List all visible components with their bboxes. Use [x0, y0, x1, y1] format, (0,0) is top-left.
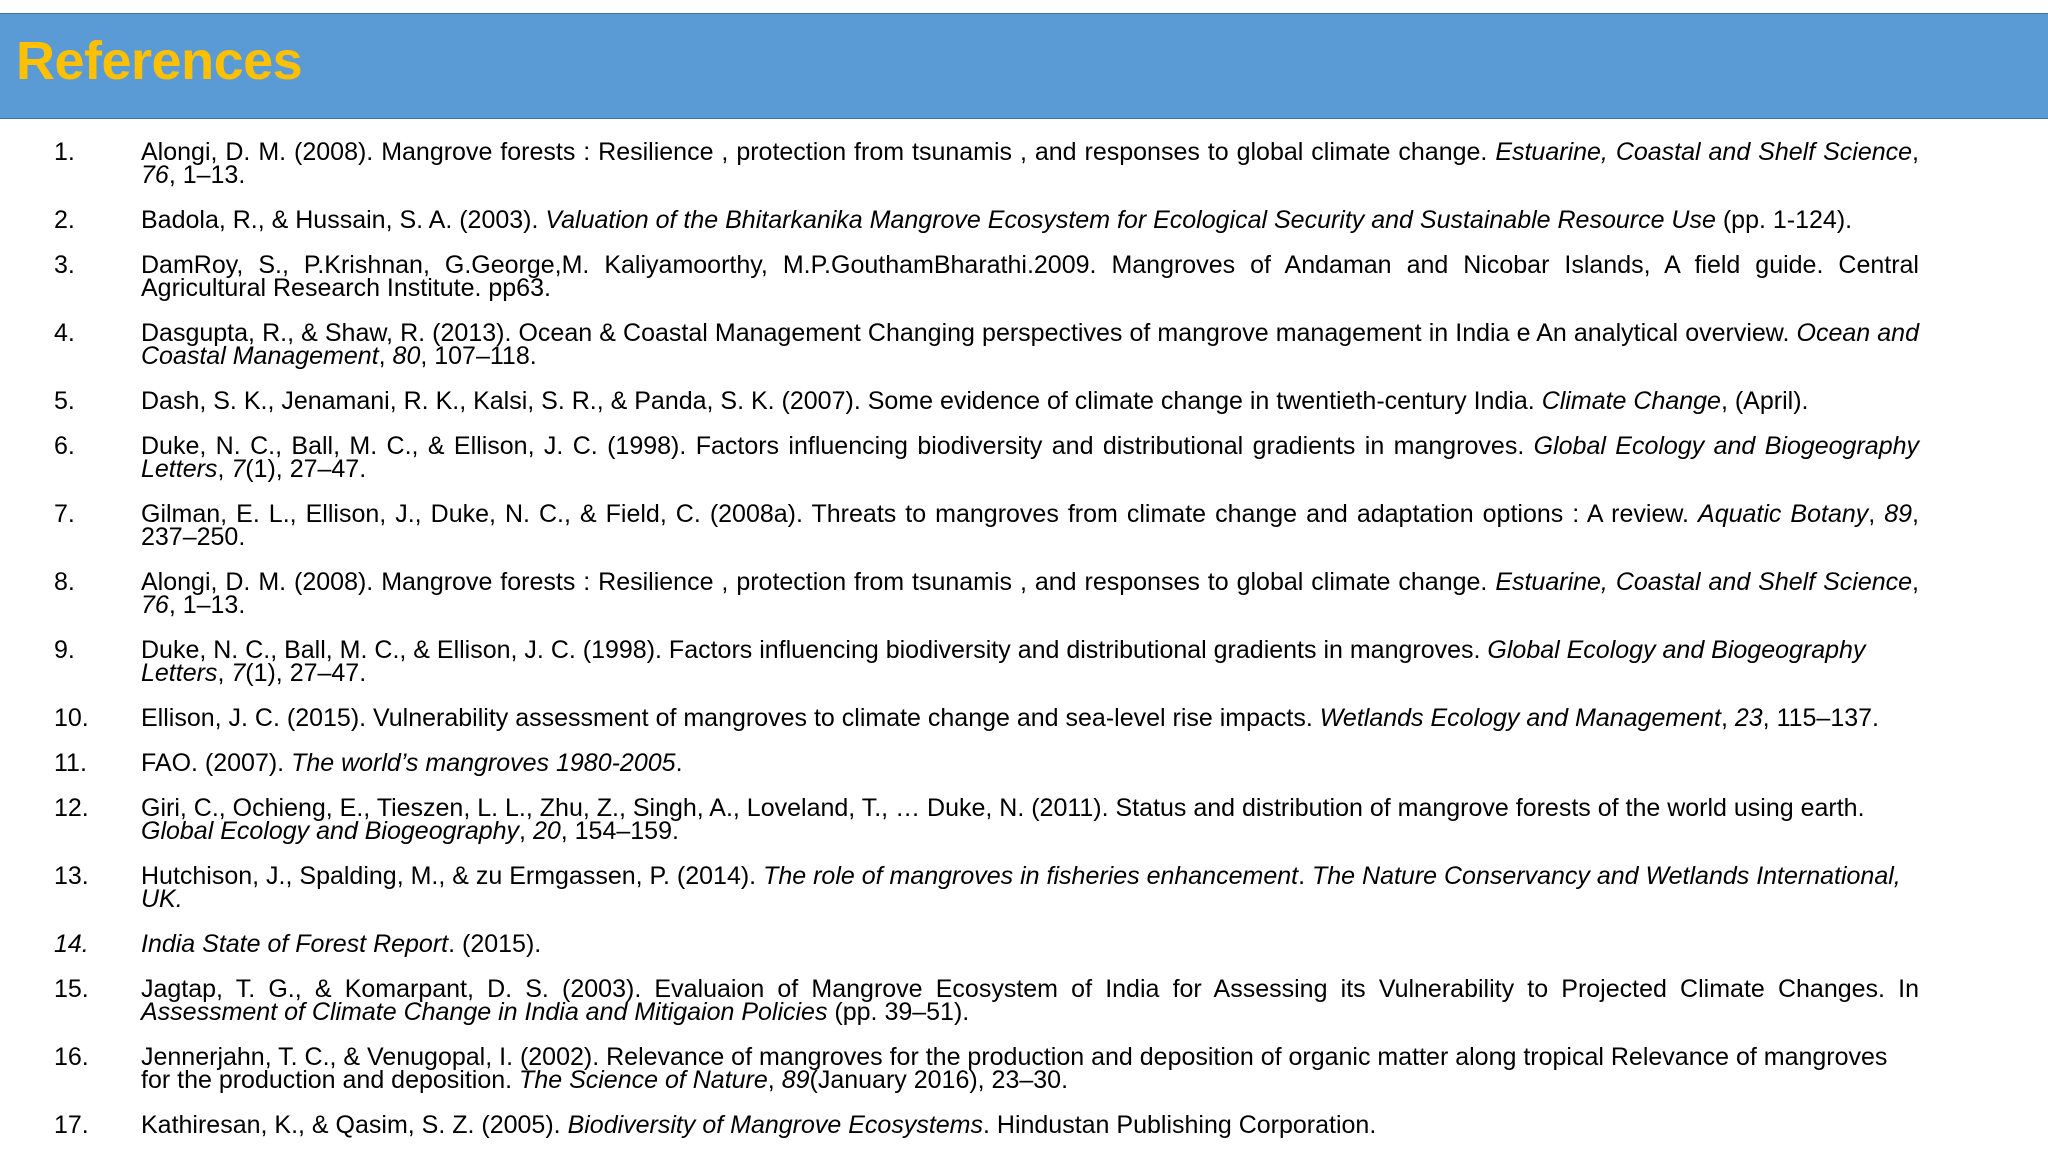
reference-italic-segment: 80	[392, 342, 421, 370]
reference-number: 12.	[54, 794, 89, 822]
reference-number: 1.	[54, 138, 75, 166]
reference-segment: (1), 27–47.	[245, 659, 367, 687]
reference-italic-segment: 7	[231, 455, 246, 483]
reference-segment: (1), 27–47.	[245, 455, 367, 483]
reference-segment: ,	[1720, 704, 1735, 732]
reference-italic-segment: Estuarine, Coastal and Shelf Science	[1495, 568, 1913, 596]
reference-segment: , 115–137.	[1762, 704, 1879, 732]
reference-italic-segment: Global Ecology and Biogeography Letters	[141, 432, 1919, 483]
reference-segment: DamRoy, S., P.Krishnan, G.George,M. Kaliyamoorthy, M.P.GouthamBharathi.2009. Mangroves of Andaman and Nicobar Islands, A field guide. Central Agricultural Research Institute. pp63.	[141, 251, 1919, 302]
reference-italic-segment: 23	[1734, 704, 1763, 732]
reference-text	[141, 500, 1919, 551]
reference-italic-segment: 76	[141, 161, 169, 189]
reference-number: 16.	[54, 1043, 89, 1071]
reference-segment: Kathiresan, K., & Qasim, S. Z. (2005).	[141, 1111, 568, 1139]
reference-text	[141, 568, 1919, 619]
reference-segment: Gilman, E. L., Ellison, J., Duke, N. C., & Field, C. (2008a). Threats to mangroves from climate change and adaptation options : A review.	[141, 500, 1699, 528]
reference-segment: (pp. 1-124).	[1715, 206, 1853, 234]
reference-text	[141, 749, 1919, 777]
reference-italic-segment: Valuation of the Bhitarkanika Mangrove Ecosystem for Ecological Security and Sustainable Resource Use	[545, 206, 1716, 234]
reference-text	[141, 206, 1919, 234]
reference-text	[141, 930, 1919, 958]
reference-segment: Hutchison, J., Spalding, M., & zu Ermgassen, P. (2014).	[141, 862, 764, 890]
reference-italic-segment: 7	[231, 659, 246, 687]
reference-text	[141, 975, 1919, 1026]
reference-number: 8.	[54, 568, 75, 596]
reference-text	[141, 138, 1919, 189]
reference-segment: ,	[1912, 568, 1919, 596]
reference-segment: Badola, R., & Hussain, S. A. (2003).	[141, 206, 546, 234]
reference-segment: , (April).	[1720, 387, 1809, 415]
reference-italic-segment: Assessment of Climate Change in India and Mitigaion Policies	[141, 998, 828, 1026]
reference-italic-segment: India State of Forest Report	[141, 930, 449, 958]
reference-text	[141, 1111, 1919, 1139]
reference-segment: ,	[217, 455, 232, 483]
reference-italic-segment: Global Ecology and Biogeography Letters	[141, 636, 1866, 687]
reference-italic-segment: Estuarine, Coastal and Shelf Science	[1495, 138, 1913, 166]
reference-segment: FAO. (2007).	[141, 749, 292, 777]
reference-segment: Alongi, D. M. (2008). Mangrove forests : Resilience , protection from tsunamis , and responses to global climate change.	[141, 138, 1496, 166]
reference-italic-segment: The world’s mangroves 1980-2005	[291, 749, 676, 777]
reference-number: 2.	[54, 206, 75, 234]
reference-number: 5.	[54, 387, 75, 415]
reference-italic-segment: The Nature Conservancy and Wetlands International, UK.	[141, 862, 1901, 913]
reference-segment: Dasgupta, R., & Shaw, R. (2013). Ocean & Coastal Management Changing perspectives of mangrove management in India e An analytical overview.	[141, 319, 1797, 347]
reference-segment: , 154–159.	[560, 817, 679, 845]
reference-number: 7.	[54, 500, 75, 528]
reference-number: 4.	[54, 319, 75, 347]
reference-italic-segment: 89	[1884, 500, 1913, 528]
reference-text	[141, 794, 1919, 845]
reference-number: 9.	[54, 636, 75, 664]
reference-number: 6.	[54, 432, 75, 460]
reference-segment: Giri, C., Ochieng, E., Tieszen, L. L., Zhu, Z., Singh, A., Loveland, T., … Duke, N. (2011). Status and distribution of mangrove forests of the world using earth.	[141, 794, 1865, 822]
reference-text	[141, 704, 1919, 732]
reference-segment: .	[675, 749, 683, 777]
reference-segment: (pp. 39–51).	[827, 998, 970, 1026]
reference-italic-segment: Climate Change	[1541, 387, 1721, 415]
reference-segment: . (2015).	[448, 930, 542, 958]
reference-segment: , 1–13.	[168, 591, 246, 619]
reference-segment: Alongi, D. M. (2008). Mangrove forests : Resilience , protection from tsunamis , and responses to global climate change.	[141, 568, 1496, 596]
reference-text	[141, 862, 1919, 913]
reference-segment: , 1–13.	[168, 161, 246, 189]
slide-title: References	[16, 31, 303, 91]
reference-text	[141, 1043, 1919, 1094]
reference-number: 3.	[54, 251, 75, 279]
reference-italic-segment: Biodiversity of Mangrove Ecosystems	[567, 1111, 983, 1139]
reference-segment: , 107–118.	[420, 342, 537, 370]
reference-italic-segment: Wetlands Ecology and Management	[1319, 704, 1721, 732]
reference-segment: Jagtap, T. G., & Komarpant, D. S. (2003). Evaluaion of Mangrove Ecosystem of India for Assessing its Vulnerability to Projected Climate Changes. In	[141, 975, 1919, 1003]
reference-italic-segment: The role of mangroves in fisheries enhancement	[763, 862, 1299, 890]
reference-segment: . Hindustan Publishing Corporation.	[983, 1111, 1377, 1139]
reference-segment: .	[1298, 862, 1312, 890]
reference-number: 10.	[54, 704, 89, 732]
reference-text	[141, 251, 1919, 302]
reference-italic-segment: Aquatic Botany	[1698, 500, 1869, 528]
reference-italic-segment: 89	[781, 1066, 810, 1094]
reference-segment: ,	[378, 342, 393, 370]
reference-segment: Jennerjahn, T. C., & Venugopal, I. (2002). Relevance of mangroves for the production and deposition of organic matter along tropical Relevance of mangroves for the production and deposition.	[141, 1043, 1888, 1094]
reference-text	[141, 636, 1919, 687]
reference-text	[141, 319, 1919, 370]
reference-italic-segment: 76	[141, 591, 169, 619]
reference-text	[141, 387, 1919, 415]
reference-number: 13.	[54, 862, 89, 890]
reference-segment: Duke, N. C., Ball, M. C., & Ellison, J. C. (1998). Factors influencing biodiversity and distributional gradients in mangroves.	[141, 432, 1534, 460]
reference-number: 11.	[54, 749, 87, 777]
reference-segment: ,	[767, 1066, 782, 1094]
reference-segment: ,	[1868, 500, 1885, 528]
reference-text	[141, 432, 1919, 483]
reference-number: 14.	[54, 930, 89, 958]
reference-segment: (January 2016), 23–30.	[809, 1066, 1069, 1094]
reference-segment: ,	[1912, 138, 1919, 166]
reference-segment: Dash, S. K., Jenamani, R. K., Kalsi, S. R., & Panda, S. K. (2007). Some evidence of climate change in twentieth-century India.	[141, 387, 1542, 415]
reference-segment: ,	[217, 659, 232, 687]
reference-italic-segment: 20	[532, 817, 561, 845]
reference-number: 15.	[54, 975, 89, 1003]
reference-italic-segment: The Science of Nature	[519, 1066, 768, 1094]
reference-italic-segment: Ocean and Coastal Management	[141, 319, 1919, 370]
reference-italic-segment: Global Ecology and Biogeography	[141, 817, 520, 845]
reference-segment: Duke, N. C., Ball, M. C., & Ellison, J. C. (1998). Factors influencing biodiversity and distributional gradients in mangroves.	[141, 636, 1488, 664]
reference-segment: , 237–250.	[141, 500, 1919, 551]
reference-segment: Ellison, J. C. (2015). Vulnerability assessment of mangroves to climate change and sea-level rise impacts.	[141, 704, 1320, 732]
reference-segment: ,	[519, 817, 533, 845]
reference-number: 17.	[54, 1111, 89, 1139]
